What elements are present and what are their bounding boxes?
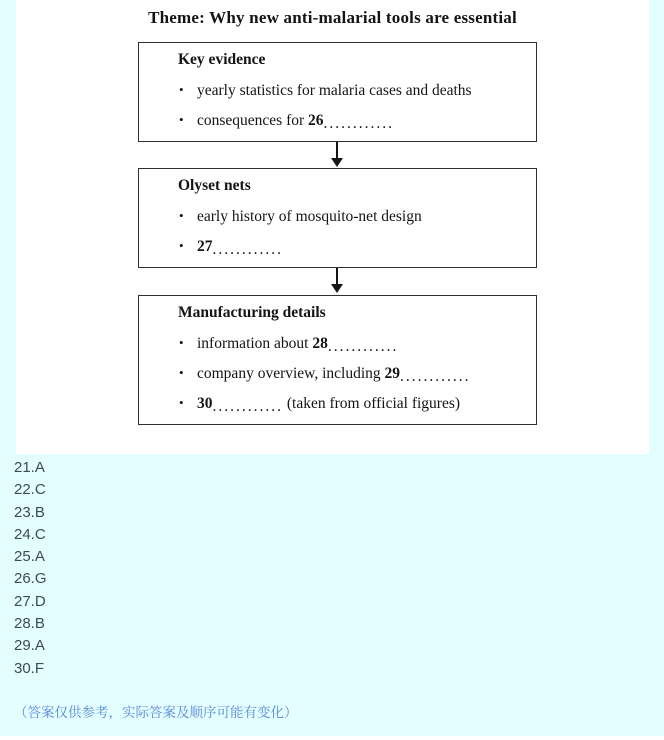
answer-blank: ............ xyxy=(327,338,399,355)
bullet-dot-icon: • xyxy=(179,82,184,97)
question-number: 26 xyxy=(308,112,324,129)
answer-item: 27.D xyxy=(14,592,46,610)
question-number: 28 xyxy=(312,335,328,352)
answer-item: 28.B xyxy=(14,615,45,633)
answer-blank: ............ xyxy=(212,398,283,415)
bullet-dot-icon: • xyxy=(179,238,184,253)
bullet-dot-icon: • xyxy=(179,112,184,127)
arrow-head xyxy=(331,284,343,293)
flowchart-box-key-evidence xyxy=(138,42,537,142)
question-number: 30 xyxy=(197,395,213,412)
box-heading: Key evidence xyxy=(178,51,266,68)
bullet-text: consequences for xyxy=(197,112,309,129)
bottom-strip xyxy=(0,736,664,740)
bullet-text: early history of mosquito-net design xyxy=(197,208,422,225)
bullet-text: information about xyxy=(197,335,313,352)
answer-blank: ............ xyxy=(400,368,471,385)
bullet-item xyxy=(179,82,472,100)
box-heading: Olyset nets xyxy=(178,177,251,194)
page-title: Theme: Why new anti-malarial tools are essential xyxy=(148,8,517,27)
answer-blank: ............ xyxy=(212,241,283,258)
worksheet-panel xyxy=(16,0,649,454)
answer-item: 29.A xyxy=(14,637,45,655)
answer-item: 21.A xyxy=(14,459,45,476)
arrow-head xyxy=(331,158,343,167)
answer-key-list xyxy=(14,457,47,680)
bullet-dot-icon: • xyxy=(179,335,184,350)
bullet-text-post: (taken from official figures) xyxy=(283,395,461,412)
bullet-item xyxy=(179,395,460,413)
bullet-item xyxy=(179,208,422,226)
bullet-dot-icon: • xyxy=(179,365,184,380)
bullet-text: company overview, including xyxy=(197,365,385,382)
down-arrow-icon xyxy=(330,268,344,295)
answer-item: 23.B xyxy=(14,503,45,521)
bullet-item xyxy=(179,238,283,256)
bullet-item xyxy=(179,112,394,130)
bullet-dot-icon: • xyxy=(179,208,184,223)
answer-blank: ............ xyxy=(323,115,395,132)
answer-item: 30.F xyxy=(14,659,45,677)
bullet-item xyxy=(179,335,398,353)
bullet-text: yearly statistics for malaria cases and deaths xyxy=(197,82,472,99)
answer-item: 24.C xyxy=(14,525,46,543)
answer-item: 25.A xyxy=(14,548,45,566)
down-arrow-icon xyxy=(330,142,344,168)
question-number: 29 xyxy=(384,365,401,382)
disclaimer-note: （答案仅供参考，实际答案及顺序可能有变化） xyxy=(14,705,298,720)
flowchart-box-manufacturing-details xyxy=(138,295,537,425)
bullet-dot-icon: • xyxy=(179,395,184,410)
flowchart-box-olyset-nets xyxy=(138,168,537,268)
question-number: 27 xyxy=(197,238,213,255)
bullet-item xyxy=(179,365,471,383)
answer-item: 26.G xyxy=(14,570,47,588)
answer-item: 22.C xyxy=(14,481,46,499)
box-heading: Manufacturing details xyxy=(178,304,326,321)
